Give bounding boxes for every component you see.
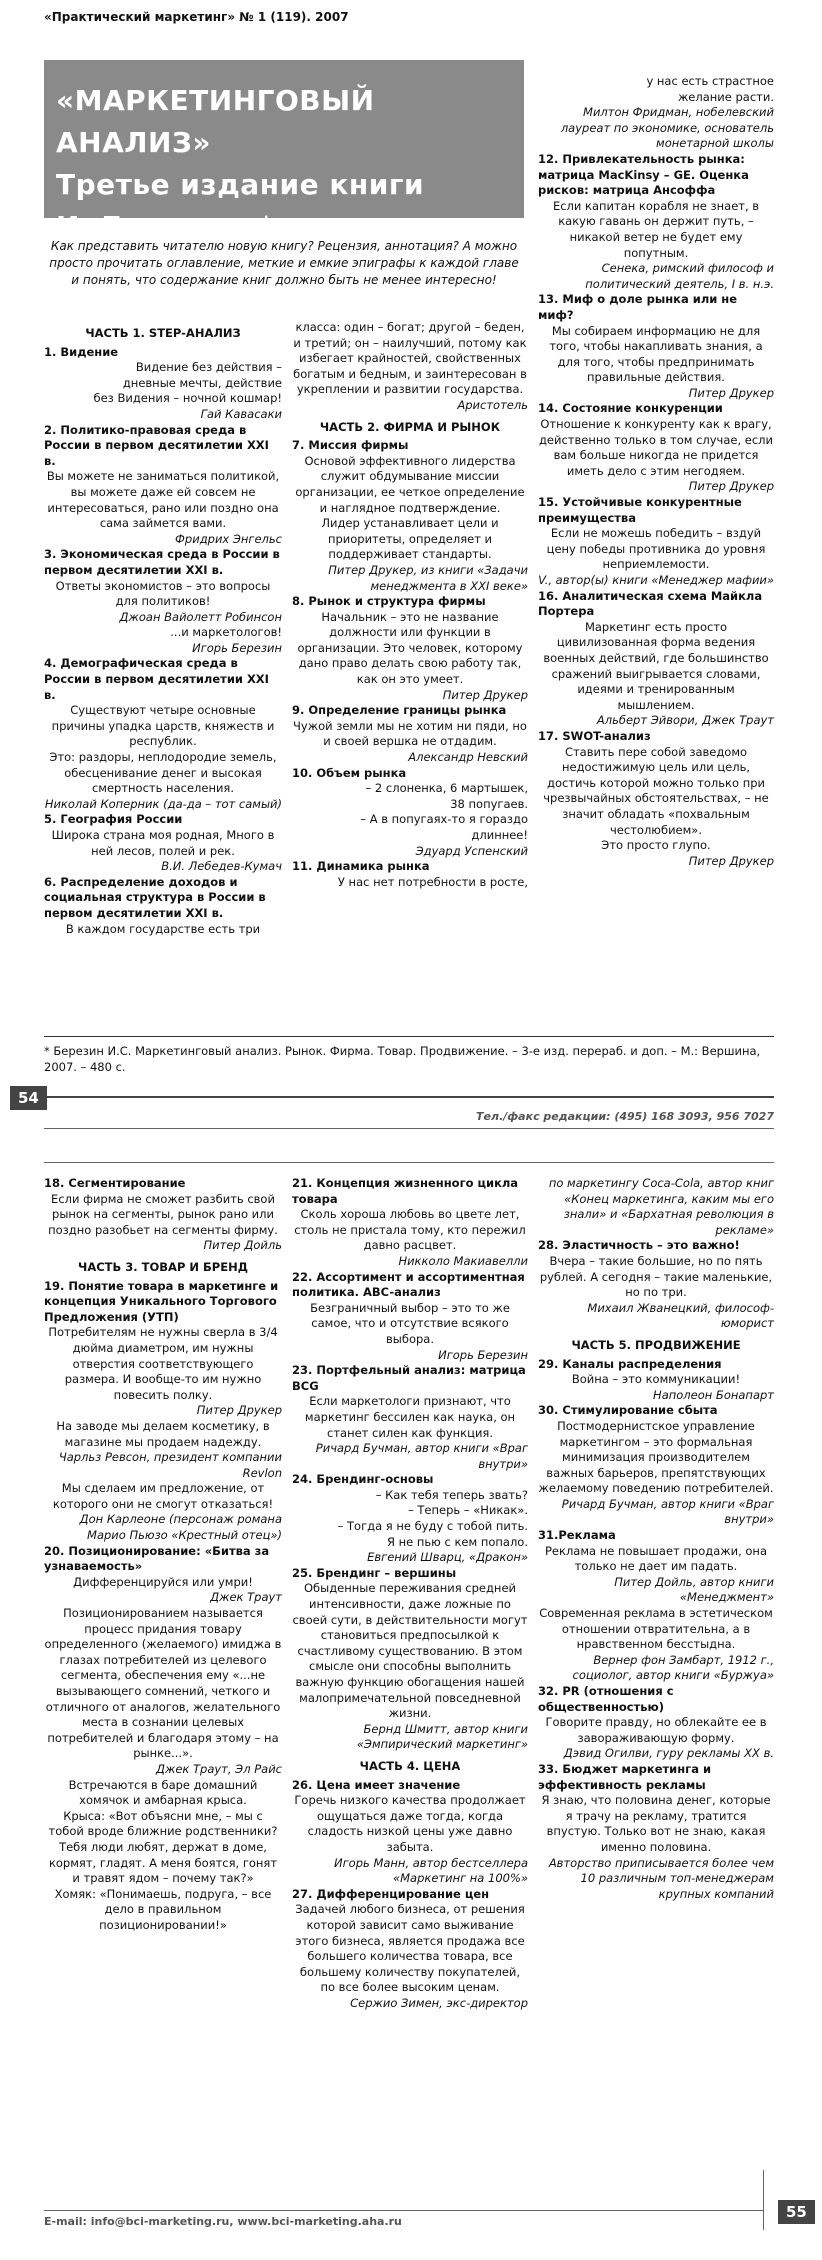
quote-text: Это просто глупо. (601, 838, 711, 853)
quote-line: – Тогда я не буду с тобой пить. (337, 1519, 528, 1534)
quote-author: V., автор(ы) книги «Менеджер мафии» (538, 573, 774, 587)
quote-author: Милтон Фридман, нобелевский лауреат по экономике, основатель монетарной школы (560, 105, 774, 151)
quote-text: Если не можешь победить – вздуй цену победы противника до уровня неприемлемости. (546, 526, 766, 572)
quote-author: Николай Коперник (да-да – тот самый) (44, 796, 282, 811)
quote-text: Задачей любого бизнеса, от решения которой зависит само выживание этого бизнеса, является продажа все большего количества товара, все большему количеству покупателей, по все более высоким ценам. (295, 1902, 525, 1995)
quote-text: Основой эффективного лидерства служит обдумывание миссии организации, ее четкое определение и наглядное подтверждение. (295, 453, 525, 515)
section-heading: 4. Демографическая среда в России в первом десятилетии XXI в. (44, 656, 269, 702)
section-heading: 1. Видение (44, 344, 119, 359)
page54-column-3 (538, 74, 774, 869)
quote-author: Эдуард Успенский (415, 843, 528, 858)
part-heading: ЧАСТЬ 3. ТОВАР И БРЕНД (78, 1259, 248, 1274)
page55-column-2 (292, 1176, 528, 2011)
quote-line: – А в попугаях-то я гораздо (360, 812, 528, 827)
quote-author: Альберт Эйвори, Джек Траут (596, 713, 774, 728)
section-heading: 10. Объем рынка (292, 765, 407, 780)
section-heading: 20. Позиционирование: «Битва за узнаваемость» (44, 1543, 270, 1574)
footnote: * Березин И.С. Маркетинговый анализ. Рынок. Фирма. Товар. Продвижение. – 3-е изд. перераб. и доп. – М.: Вершина, 2007. – 480 с. (44, 1036, 774, 1075)
quote-author: Игорь Манн, автор бестселлера «Маркетинг на 100%» (334, 1855, 528, 1886)
quote-author: Бернд Шмитт, автор книги «Эмпирический маркетинг» (356, 1721, 528, 1752)
quote-text: Обыденные переживания средней интенсивности, даже ложные по своей сути, в действительности могут становиться предпосылкой к счастливому существованию. В этом смысле они способны выполнить важную функцию обогащения нашей малопримечательной повседневной жизни. (292, 1581, 528, 1721)
part-heading: ЧАСТЬ 5. ПРОДВИЖЕНИЕ (571, 1337, 741, 1352)
quote-line: – Как тебя теперь звать? (375, 1487, 528, 1502)
quote-author: В.И. Лебедев-Кумач (161, 859, 282, 874)
quote-line: желание расти. (677, 89, 774, 104)
contact-email: E-mail: info@bci-marketing.ru, www.bci-marketing.aha.ru (44, 2210, 764, 2228)
quote-text: В каждом государстве есть три (65, 921, 261, 936)
quote-author: Дэвид Огилви, гуру рекламы XX в. (563, 1746, 774, 1761)
quote-text: Если фирма не сможет разбить свой рынок на сегменты, рынок рано или поздно разобьет на сегменты фирму. (48, 1191, 278, 1237)
quote-author: Наполеон Бонапарт (653, 1387, 774, 1402)
quote-text: Дифференцируйся или умри! (73, 1574, 253, 1589)
quote-text: Встречаются в баре домашний хомячок и амбарная крыса. (68, 1777, 258, 1808)
section-heading: 5. География России (44, 812, 183, 827)
page54-column-1 (44, 320, 282, 937)
quote-text: Если капитан корабля не знает, в какую гавань он держит путь, – никакой ветер не будет ему попутным. (552, 198, 760, 260)
quote-text: Безграничный выбор – это то же самое, что и отсутствие всякого выбора. (310, 1300, 510, 1346)
section-heading: 29. Каналы распределения (538, 1356, 722, 1371)
section-heading: 15. Устойчивые конкурентные преимущества (538, 495, 742, 525)
editorial-phone: Тел./факс редакции: (495) 168 3093, 956 7027 (476, 1110, 774, 1123)
quote-text: Война – это коммуникации! (571, 1372, 741, 1387)
quote-text: Крыса: «Вот объясни мне, – мы с тобой вроде ближние родственники? Тебя люди любят, держат в доме, кормят, гладят. А меня боятся, гонят и травят ядом – почему так?» (48, 1808, 278, 1886)
quote-line: Видение без действия – (135, 360, 282, 375)
quote-text: Позиционированием называется процесс придания товару определенного (желаемого) имиджа в глазах потребителей из целевого сегмента, обеспечения ему «...не вызывающего сомнений, четкого и отличного от аналогов, желательного места в сознании целевых потребителей и благодаря этому – на рынке...». (44, 1606, 282, 1761)
section-heading: 25. Брендинг – вершины (292, 1565, 457, 1580)
section-heading: 21. Концепция жизненного цикла товара (292, 1176, 519, 1206)
section-heading: 7. Миссия фирмы (292, 438, 409, 453)
quote-author: Питер Друкер (688, 479, 774, 494)
quote-author: Михаил Жванецкий, философ-юморист (587, 1300, 774, 1331)
quote-text: Горечь низкого качества продолжает ощущаться даже тогда, когда сладость низкой цены уже давно забыта. (294, 1793, 526, 1854)
section-heading: 23. Портфельный анализ: матрица BCG (292, 1363, 526, 1393)
quote-author: Джоан Вайолетт Робинсон (119, 609, 282, 624)
page55-column-1 (44, 1176, 282, 1934)
quote-text: Лидер устанавливает цели и приоритеты, определяет и поддерживает стандарты. (321, 516, 499, 562)
quote-author: Джек Траут, Эл Райс (155, 1761, 282, 1776)
quote-text: Ответы экономистов – это вопросы для политиков! (55, 578, 271, 609)
page54-bottom-rule (44, 1128, 774, 1129)
page55-top-rule (44, 1162, 774, 1163)
quote-text: Мы собираем информацию не для того, чтобы накапливать знания, а для того, чтобы предпринимать правильные действия. (549, 323, 763, 385)
quote-line: У нас нет потребности в росте, (337, 874, 528, 889)
magazine-header: «Практический маркетинг» № 1 (119). 2007 (44, 10, 349, 24)
page54-divider (44, 1096, 774, 1098)
section-heading: 2. Политико-правовая среда в России в первом десятилетии XXI в. (44, 422, 269, 468)
quote-text: Чужой земли мы не хотим ни пяди, но и своей вершка не отдадим. (293, 718, 527, 749)
quote-text: Ставить пере собой заведомо недостижимую цель или цель, достичь которой можно только при чрезвычайных обстоятельствах, – не значит обладать «похвальным честолюбием». (543, 744, 769, 837)
section-heading: 11. Динамика рынка (292, 859, 430, 874)
page55-corner-rule (763, 2170, 764, 2230)
quote-text: Существуют четыре основные причины упадка царств, княжеств и республик. (51, 703, 275, 749)
section-heading: 14. Состояние конкуренции (538, 401, 723, 416)
quote-line: длиннее! (471, 828, 528, 842)
quote-author: Питер Друкер, из книги «Задачи менеджмента в XXI веке» (328, 562, 528, 593)
quote-text: На заводе мы делаем косметику, в магазине мы продаем надежду. (56, 1418, 270, 1449)
part-heading: ЧАСТЬ 2. ФИРМА И РЫНОК (319, 419, 501, 434)
quote-author: Игорь Березин (192, 640, 282, 655)
quote-author: Никколо Макиавелли (398, 1253, 528, 1268)
section-heading: 17. SWOT-анализ (538, 728, 651, 743)
quote-line: Я не пью с кем попало. (386, 1534, 528, 1549)
quote-line: без Видения – ночной кошмар! (93, 391, 282, 406)
section-heading: 13. Миф о доле рынка или не миф? (538, 292, 738, 322)
quote-author: Аристотель (457, 397, 528, 412)
quote-text: Постмодернистское управление маркетингом – это формальная минимизация производителем важных барьеров, препятствующих желаемому поведению потребителей. (538, 1418, 774, 1496)
quote-text: Вчера – такие большие, но по пять рублей. А сегодня – такие маленькие, но по три. (539, 1253, 773, 1300)
quote-author: Авторство приписывается более чем 10 различным топ-менеджерам крупных компаний (548, 1855, 774, 1901)
quote-text: Современная реклама в эстетическом отношении отвратительна, а в нравственном бесстыдна. (539, 1606, 773, 1652)
quote-text: Хомяк: «Понимаешь, подруга, – все дело в правильном позиционировании!» (54, 1886, 272, 1932)
quote-line: дневные мечты, действие (122, 375, 282, 390)
quote-line: у нас есть страстное (646, 74, 774, 88)
quote-author: по маркетингу Coca-Cola, автор книг «Конец маркетинга, каким мы его знали» и «Бархатная революция в рекламе» (548, 1176, 774, 1237)
quote-author: Гай Кавасаки (200, 406, 282, 421)
quote-author: Чарльз Ревсон, президент компании Revlon (58, 1450, 282, 1480)
quote-text: Отношение к конкуренту как к врагу, действенно только в том случае, если вам больше никогда не придется иметь дело с этим негодяем. (538, 417, 774, 478)
section-heading: 9. Определение границы рынка (292, 703, 507, 718)
quote-line: 38 попугаев. (450, 796, 528, 811)
article-title-box (44, 60, 524, 243)
page-number-54: 54 (10, 1086, 47, 1110)
quote-text: Говорите правду, но облекайте ее в завораживающую форму. (545, 1715, 767, 1745)
quote-author: Питер Друкер (688, 385, 774, 400)
quote-author: Питер Друкер (442, 687, 528, 702)
section-heading: 27. Дифференцирование цен (292, 1886, 490, 1901)
title-line-1: «МАРКЕТИНГОВЫЙ АНАЛИЗ» (56, 84, 375, 159)
page-number-55: 55 (778, 2200, 815, 2224)
intro-text: Как представить читателю новую книгу? Рецензия, аннотация? А можно просто прочитать оглавление, меткие и емкие эпиграфы к каждой главе и понять, что содержание книг должно быть не менее интересно! (49, 239, 519, 287)
section-heading: 24. Брендинг-основы (292, 1472, 434, 1487)
quote-text: Вы можете не заниматься политикой, вы можете даже ей совсем не интересоваться, рано или поздно она сама займется вами. (46, 469, 280, 531)
quote-author: Игорь Березин (438, 1347, 528, 1362)
quote-author: Евгений Шварц, «Дракон» (367, 1550, 528, 1565)
quote-author: Александр Невский (408, 750, 528, 765)
quote-text: Начальник – это не название должности или функции в организации. Это человек, которому дано право делать свою работу так, как он это умеет. (297, 609, 523, 687)
quote-line: – 2 слоненка, 6 мартышек, (365, 781, 528, 796)
part-heading: ЧАСТЬ 1. STEP-АНАЛИЗ (85, 326, 241, 340)
quote-text: Если маркетологи признают, что маркетинг бессилен как наука, он станет силен как функция. (304, 1394, 516, 1440)
section-heading: 33. Бюджет маркетинга и эффективность рекламы (538, 1761, 712, 1792)
title-line-2: Третье издание книги (56, 168, 425, 201)
section-heading: 16. Аналитическая схема Майкла Портера (538, 588, 763, 619)
quote-text: Сколь хороша любовь во цвете лет, столь не пристала тому, кто пережил давно расцвет. (294, 1207, 526, 1253)
quote-author: Питер Дойль (203, 1238, 282, 1253)
part-heading: ЧАСТЬ 4. ЦЕНА (359, 1758, 461, 1773)
quote-author: Вернер фон Замбарт, 1912 г., социолог, автор книги «Буржуа» (572, 1652, 774, 1683)
quote-author: Питер Дойль, автор книги «Менеджмент» (614, 1574, 774, 1605)
section-heading: 32. PR (отношения с общественностью) (538, 1684, 674, 1714)
quote-author: Сенека, римский философ и политический деятель, I в. н.э. (585, 261, 774, 291)
quote-text: Реклама не повышает продажи, она только не дает им падать. (545, 1543, 767, 1574)
quote-line: – Теперь – «Никак». (407, 1503, 528, 1518)
section-heading: 26. Цена имеет значение (292, 1777, 461, 1792)
quote-text: Маркетинг есть просто цивилизованная форма ведения военных действий, где большинство сражений выигрывается словами, идеями и тренированным мышлением. (543, 619, 769, 712)
section-heading: 6. Распределение доходов и социальная структура в России в первом десятилетии XXI в. (44, 874, 266, 920)
section-heading: 18. Сегментирование (44, 1176, 186, 1190)
section-heading: 19. Понятие товара в маркетинге и концепция Уникального Торгового Предложения (УТП) (44, 1278, 279, 1324)
section-heading: 22. Ассортимент и ассортиментная политика. ABC-анализ (292, 1269, 525, 1300)
quote-text: Это: раздоры, неплодородие земель, обесценивание денег и высокая смертность населения. (49, 750, 277, 796)
section-heading: 8. Рынок и структура фирмы (292, 594, 486, 609)
quote-text: Мы сделаем им предложение, от которого они не смогут отказаться! (52, 1481, 274, 1511)
quote-text: Я знаю, что половина денег, которые я трачу на рекламу, тратится впустую. Только вот не знаю, какая именно половина. (541, 1793, 771, 1854)
page55-column-3 (538, 1176, 774, 1902)
quote-author: Джек Траут (210, 1590, 282, 1605)
quote-line: ...и маркетологов! (170, 625, 282, 640)
page54-column-2 (292, 320, 528, 890)
quote-text: класса: один – богат; другой – беден, и третий; он – наилучший, потому как избегает крайностей, свойственных богатым и бедным, и заинтересован в укреплении и развитии государства. (293, 320, 527, 397)
quote-text: Потребителям не нужны сверла в 3/4 дюйма диаметром, им нужны отверстия соответствующего размера. И вообще-то им нужно повесить полку. (48, 1325, 278, 1402)
quote-author: Ричард Бучман, автор книги «Враг внутри» (561, 1496, 774, 1527)
section-heading: 3. Экономическая среда в России в первом десятилетии XXI в. (44, 547, 280, 577)
section-heading: 30. Стимулирование сбыта (538, 1403, 718, 1418)
quote-text: Широка страна моя родная, Много в ней лесов, полей и рек. (51, 828, 275, 858)
quote-author: Питер Друкер (688, 853, 774, 868)
quote-author: Ричард Бучман, автор книги «Враг внутри» (315, 1441, 528, 1471)
quote-author: Дон Карлеоне (персонаж романа Марио Пьюзо «Крестный отец») (79, 1512, 282, 1543)
section-heading: 31.Реклама (538, 1528, 616, 1543)
section-heading: 28. Эластичность – это важно! (538, 1238, 740, 1253)
quote-author: Фридрих Энгельс (175, 531, 282, 546)
quote-author: Питер Друкер (196, 1403, 282, 1418)
quote-author: Сержио Зимен, экс-директор (350, 1995, 528, 2010)
section-heading: 12. Привлекательность рынка: матрица MacKinsy – GE. Оценка рисков: матрица Ансоффа (538, 151, 749, 198)
title-line-3: И. Березина* (56, 210, 274, 243)
